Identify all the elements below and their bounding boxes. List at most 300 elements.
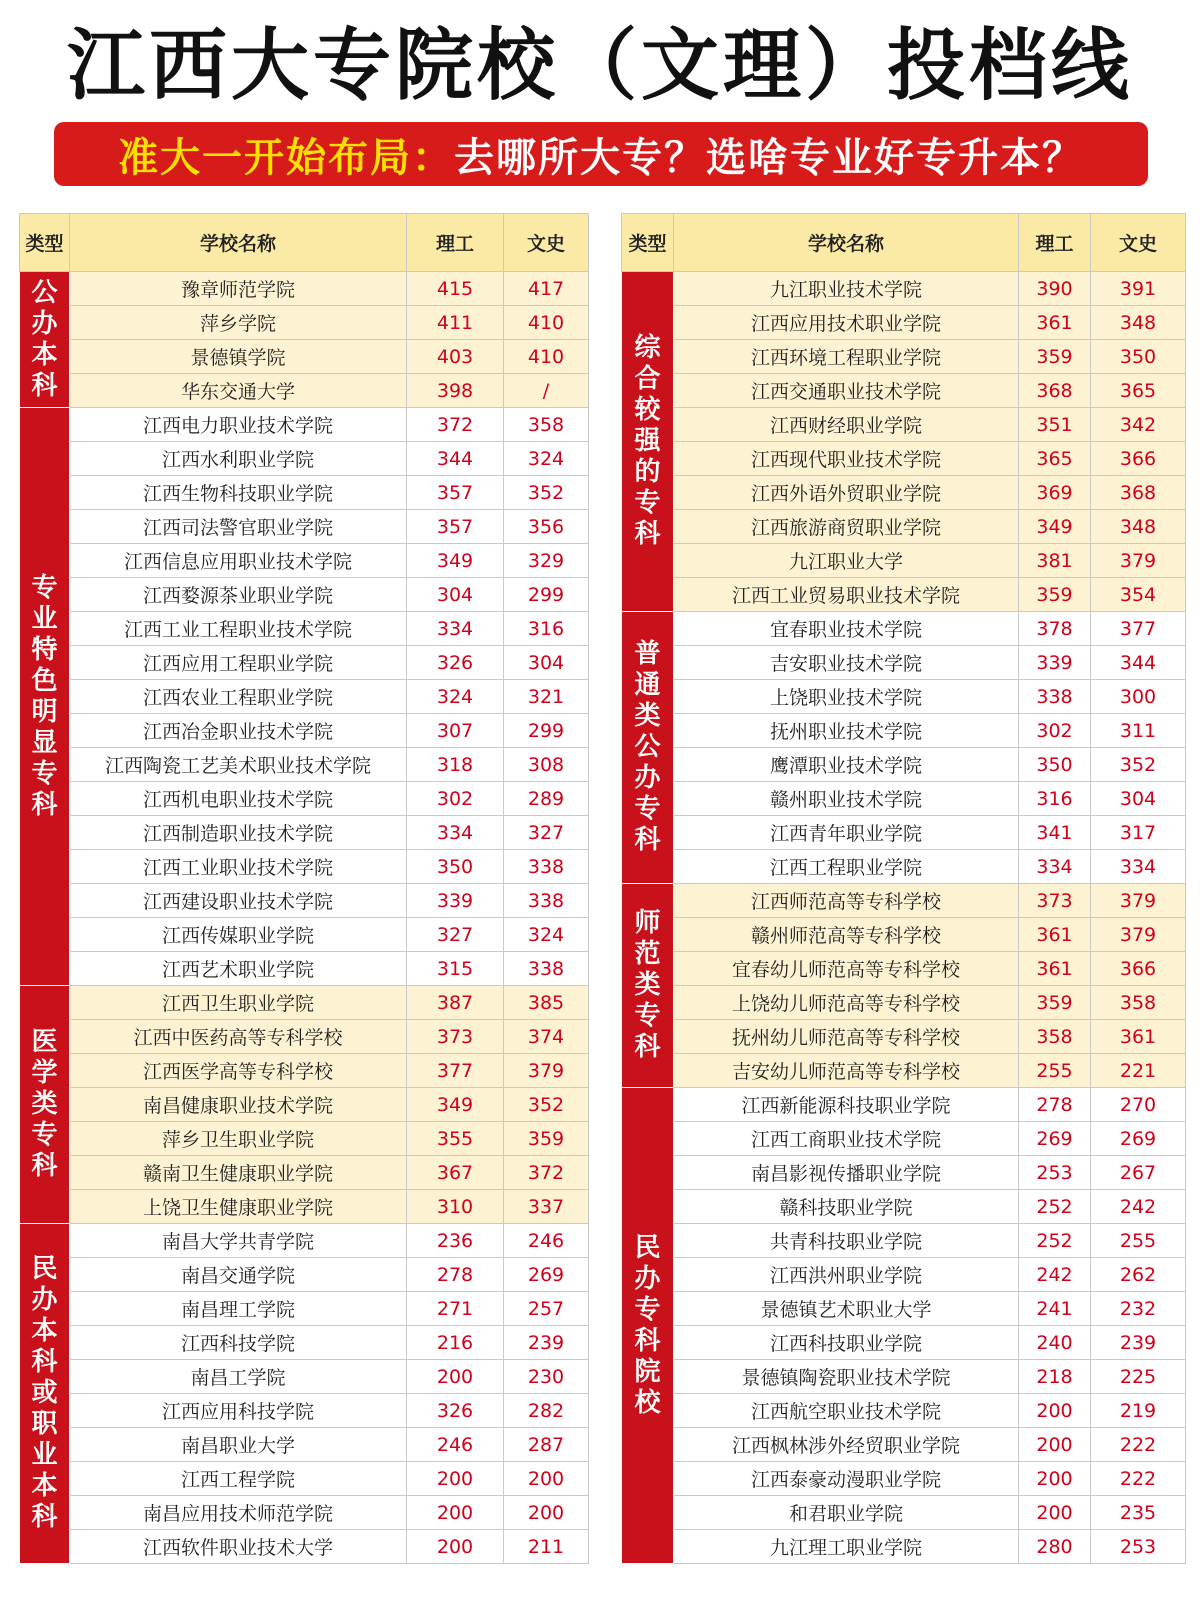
arts-score: 230: [504, 1360, 589, 1394]
table-row: [622, 1122, 1186, 1156]
school-name: 江西旅游商贸职业学院: [674, 510, 1019, 544]
table-row: [20, 442, 589, 476]
science-score: 278: [407, 1258, 504, 1292]
science-score: 315: [407, 952, 504, 986]
school-name: 南昌职业大学: [70, 1428, 407, 1462]
arts-score: 253: [1091, 1530, 1186, 1564]
school-name: 赣州师范高等专科学校: [674, 918, 1019, 952]
school-name: 江西外语外贸职业学院: [674, 476, 1019, 510]
table-row: [622, 1394, 1186, 1428]
table-row: [622, 1360, 1186, 1394]
arts-score: 287: [504, 1428, 589, 1462]
table-row: [20, 1394, 589, 1428]
arts-score: 379: [504, 1054, 589, 1088]
table-row: [20, 1224, 589, 1258]
science-score: 216: [407, 1326, 504, 1360]
school-name: 江西婺源茶业职业学院: [70, 578, 407, 612]
science-score: 255: [1019, 1054, 1091, 1088]
school-name: 南昌交通学院: [70, 1258, 407, 1292]
school-name: 赣州职业技术学院: [674, 782, 1019, 816]
table-row: [20, 680, 589, 714]
school-name: 江西工程学院: [70, 1462, 407, 1496]
table-row: [20, 1496, 589, 1530]
science-score: 236: [407, 1224, 504, 1258]
science-score: 373: [1019, 884, 1091, 918]
science-score: 355: [407, 1122, 504, 1156]
science-score: 200: [1019, 1428, 1091, 1462]
arts-score: 211: [504, 1530, 589, 1564]
table-row: [20, 952, 589, 986]
table-row: [622, 646, 1186, 680]
science-score: 390: [1019, 272, 1091, 306]
arts-score: 377: [1091, 612, 1186, 646]
school-name: 江西陶瓷工艺美术职业技术学院: [70, 748, 407, 782]
table-row: [20, 1258, 589, 1292]
arts-score: /: [504, 374, 589, 408]
table-row: [622, 612, 1186, 646]
arts-score: 257: [504, 1292, 589, 1326]
table-row: [622, 1530, 1186, 1564]
arts-score: 304: [1091, 782, 1186, 816]
science-score: 403: [407, 340, 504, 374]
page-title: 江西大专院校（文理）投档线: [66, 21, 1133, 111]
left-score-table: [19, 213, 589, 1564]
science-score: 358: [1019, 1020, 1091, 1054]
school-name: 江西水利职业学院: [70, 442, 407, 476]
school-name: 上饶职业技术学院: [674, 680, 1019, 714]
header-science: 理工: [1019, 214, 1091, 272]
science-score: 359: [1019, 578, 1091, 612]
category-label: [622, 1088, 674, 1564]
table-row: [20, 1326, 589, 1360]
arts-score: 317: [1091, 816, 1186, 850]
science-score: 334: [1019, 850, 1091, 884]
arts-score: 219: [1091, 1394, 1186, 1428]
subtitle-highlight: 准大一开始布局：: [118, 134, 454, 181]
arts-score: 352: [504, 476, 589, 510]
science-score: 338: [1019, 680, 1091, 714]
table-row: [20, 544, 589, 578]
science-score: 368: [1019, 374, 1091, 408]
table-row: [622, 714, 1186, 748]
school-name: 江西医学高等专科学校: [70, 1054, 407, 1088]
science-score: 357: [407, 476, 504, 510]
science-score: 200: [407, 1496, 504, 1530]
table-row: [20, 306, 589, 340]
table-row: [20, 884, 589, 918]
arts-score: 410: [504, 340, 589, 374]
arts-score: 235: [1091, 1496, 1186, 1530]
arts-score: 239: [504, 1326, 589, 1360]
school-name: 宜春职业技术学院: [674, 612, 1019, 646]
school-name: 江西艺术职业学院: [70, 952, 407, 986]
science-score: 318: [407, 748, 504, 782]
category-text: 专业特色明显专科: [31, 572, 58, 820]
table-row: [622, 952, 1186, 986]
table-row: [622, 1156, 1186, 1190]
arts-score: 329: [504, 544, 589, 578]
table-row: [20, 918, 589, 952]
table-row: [622, 272, 1186, 306]
school-name: 抚州幼儿师范高等专科学校: [674, 1020, 1019, 1054]
science-score: 359: [1019, 340, 1091, 374]
science-score: 415: [407, 272, 504, 306]
school-name: 江西工程职业学院: [674, 850, 1019, 884]
school-name: 江西生物科技职业学院: [70, 476, 407, 510]
arts-score: 358: [504, 408, 589, 442]
arts-score: 417: [504, 272, 589, 306]
school-name: 九江职业大学: [674, 544, 1019, 578]
arts-score: 344: [1091, 646, 1186, 680]
science-score: 200: [1019, 1462, 1091, 1496]
science-score: 339: [407, 884, 504, 918]
table-row: [622, 748, 1186, 782]
subtitle-banner: [54, 122, 1148, 186]
arts-score: 200: [504, 1496, 589, 1530]
arts-score: 299: [504, 714, 589, 748]
school-name: 江西航空职业技术学院: [674, 1394, 1019, 1428]
arts-score: 338: [504, 884, 589, 918]
arts-score: 289: [504, 782, 589, 816]
science-score: 218: [1019, 1360, 1091, 1394]
school-name: 江西洪州职业学院: [674, 1258, 1019, 1292]
school-name: 江西泰豪动漫职业学院: [674, 1462, 1019, 1496]
table-row: [20, 510, 589, 544]
table-row: [622, 1224, 1186, 1258]
science-score: 357: [407, 510, 504, 544]
school-name: 江西建设职业技术学院: [70, 884, 407, 918]
science-score: 316: [1019, 782, 1091, 816]
school-name: 共青科技职业学院: [674, 1224, 1019, 1258]
school-name: 江西交通职业技术学院: [674, 374, 1019, 408]
arts-score: 225: [1091, 1360, 1186, 1394]
arts-score: 200: [504, 1462, 589, 1496]
school-name: 江西环境工程职业学院: [674, 340, 1019, 374]
table-row: [622, 782, 1186, 816]
table-row: [622, 850, 1186, 884]
category-text: 医学类专科: [31, 1027, 58, 1181]
school-name: 江西传媒职业学院: [70, 918, 407, 952]
arts-score: 350: [1091, 340, 1186, 374]
table-row: [20, 340, 589, 374]
category-label: [20, 272, 70, 408]
arts-score: 311: [1091, 714, 1186, 748]
arts-score: 304: [504, 646, 589, 680]
science-score: 302: [407, 782, 504, 816]
arts-score: 379: [1091, 918, 1186, 952]
category-text: 公办本科: [31, 277, 58, 401]
category-label: [20, 986, 70, 1224]
category-label: [622, 612, 674, 884]
school-name: 上饶幼儿师范高等专科学校: [674, 986, 1019, 1020]
school-name: 江西应用工程职业学院: [70, 646, 407, 680]
science-score: 339: [1019, 646, 1091, 680]
arts-score: 379: [1091, 544, 1186, 578]
category-label: [622, 884, 674, 1088]
school-name: 江西中医药高等专科学校: [70, 1020, 407, 1054]
table-row: [622, 680, 1186, 714]
arts-score: 239: [1091, 1326, 1186, 1360]
arts-score: 324: [504, 918, 589, 952]
science-score: 326: [407, 1394, 504, 1428]
table-row: [622, 1088, 1186, 1122]
arts-score: 337: [504, 1190, 589, 1224]
school-name: 景德镇陶瓷职业技术学院: [674, 1360, 1019, 1394]
school-name: 豫章师范学院: [70, 272, 407, 306]
school-name: 上饶卫生健康职业学院: [70, 1190, 407, 1224]
school-name: 鹰潭职业技术学院: [674, 748, 1019, 782]
school-name: 江西司法警官职业学院: [70, 510, 407, 544]
arts-score: 270: [1091, 1088, 1186, 1122]
arts-score: 342: [1091, 408, 1186, 442]
science-score: 200: [407, 1462, 504, 1496]
school-name: 景德镇艺术职业大学: [674, 1292, 1019, 1326]
arts-score: 374: [504, 1020, 589, 1054]
arts-score: 366: [1091, 952, 1186, 986]
arts-score: 365: [1091, 374, 1186, 408]
science-score: 324: [407, 680, 504, 714]
school-name: 江西师范高等专科学校: [674, 884, 1019, 918]
school-name: 南昌理工学院: [70, 1292, 407, 1326]
science-score: 359: [1019, 986, 1091, 1020]
school-name: 景德镇学院: [70, 340, 407, 374]
science-score: 252: [1019, 1224, 1091, 1258]
category-label: [622, 272, 674, 612]
table-header-row: [20, 214, 589, 272]
school-name: 南昌大学共青学院: [70, 1224, 407, 1258]
table-row: [20, 578, 589, 612]
table-header-row: [622, 214, 1186, 272]
science-score: 381: [1019, 544, 1091, 578]
science-score: 349: [407, 544, 504, 578]
school-name: 萍乡卫生职业学院: [70, 1122, 407, 1156]
table-row: [20, 612, 589, 646]
category-text: 民办专科院校: [634, 1232, 661, 1418]
table-row: [622, 306, 1186, 340]
arts-score: 361: [1091, 1020, 1186, 1054]
arts-score: 269: [1091, 1122, 1186, 1156]
school-name: 南昌健康职业技术学院: [70, 1088, 407, 1122]
left-table-body: [20, 272, 589, 1564]
school-name: 江西机电职业技术学院: [70, 782, 407, 816]
school-name: 江西制造职业技术学院: [70, 816, 407, 850]
school-name: 江西科技职业学院: [674, 1326, 1019, 1360]
arts-score: 221: [1091, 1054, 1186, 1088]
science-score: 334: [407, 612, 504, 646]
arts-score: 222: [1091, 1428, 1186, 1462]
science-score: 350: [1019, 748, 1091, 782]
category-label: [20, 408, 70, 986]
arts-score: 269: [504, 1258, 589, 1292]
arts-score: 385: [504, 986, 589, 1020]
school-name: 江西工业工程职业技术学院: [70, 612, 407, 646]
science-score: 369: [1019, 476, 1091, 510]
table-row: [20, 986, 589, 1020]
table-row: [622, 1054, 1186, 1088]
table-row: [622, 816, 1186, 850]
science-score: 253: [1019, 1156, 1091, 1190]
science-score: 341: [1019, 816, 1091, 850]
arts-score: 262: [1091, 1258, 1186, 1292]
arts-score: 359: [504, 1122, 589, 1156]
table-row: [20, 1462, 589, 1496]
arts-score: 282: [504, 1394, 589, 1428]
school-name: 南昌工学院: [70, 1360, 407, 1394]
table-row: [20, 1292, 589, 1326]
header-arts: 文史: [1091, 214, 1186, 272]
table-row: [622, 986, 1186, 1020]
table-row: [20, 816, 589, 850]
table-row: [622, 510, 1186, 544]
table-row: [20, 374, 589, 408]
science-score: 387: [407, 986, 504, 1020]
school-name: 赣南卫生健康职业学院: [70, 1156, 407, 1190]
table-row: [20, 1190, 589, 1224]
science-score: 278: [1019, 1088, 1091, 1122]
school-name: 江西青年职业学院: [674, 816, 1019, 850]
arts-score: 348: [1091, 306, 1186, 340]
science-score: 349: [1019, 510, 1091, 544]
science-score: 373: [407, 1020, 504, 1054]
science-score: 334: [407, 816, 504, 850]
school-name: 赣科技职业学院: [674, 1190, 1019, 1224]
school-name: 江西卫生职业学院: [70, 986, 407, 1020]
arts-score: 372: [504, 1156, 589, 1190]
school-name: 南昌影视传播职业学院: [674, 1156, 1019, 1190]
science-score: 372: [407, 408, 504, 442]
table-row: [622, 544, 1186, 578]
science-score: 367: [407, 1156, 504, 1190]
arts-score: 338: [504, 952, 589, 986]
table-row: [622, 476, 1186, 510]
arts-score: 267: [1091, 1156, 1186, 1190]
arts-score: 255: [1091, 1224, 1186, 1258]
science-score: 411: [407, 306, 504, 340]
category-text: 民办本科或职业本科: [31, 1254, 58, 1532]
subtitle-text: 去哪所大专？选啥专业好专升本？: [454, 134, 1084, 181]
arts-score: 338: [504, 850, 589, 884]
header-school: 学校名称: [70, 214, 407, 272]
science-score: 350: [407, 850, 504, 884]
school-name: 吉安职业技术学院: [674, 646, 1019, 680]
school-name: 江西冶金职业技术学院: [70, 714, 407, 748]
school-name: 江西软件职业技术大学: [70, 1530, 407, 1564]
table-row: [622, 408, 1186, 442]
science-score: 271: [407, 1292, 504, 1326]
category-text: 普通类公办专科: [634, 639, 661, 855]
table-row: [622, 884, 1186, 918]
school-name: 华东交通大学: [70, 374, 407, 408]
arts-score: 299: [504, 578, 589, 612]
arts-score: 327: [504, 816, 589, 850]
table-row: [622, 1292, 1186, 1326]
table-row: [20, 646, 589, 680]
school-name: 江西工商职业技术学院: [674, 1122, 1019, 1156]
arts-score: 246: [504, 1224, 589, 1258]
school-name: 江西电力职业技术学院: [70, 408, 407, 442]
header-science: 理工: [407, 214, 504, 272]
school-name: 江西现代职业技术学院: [674, 442, 1019, 476]
school-name: 江西应用技术职业学院: [674, 306, 1019, 340]
right-table-body: [622, 272, 1186, 1564]
table-row: [622, 1190, 1186, 1224]
table-row: [20, 850, 589, 884]
school-name: 江西工业职业技术学院: [70, 850, 407, 884]
arts-score: 324: [504, 442, 589, 476]
science-score: 361: [1019, 918, 1091, 952]
arts-score: 242: [1091, 1190, 1186, 1224]
arts-score: 352: [1091, 748, 1186, 782]
table-row: [20, 714, 589, 748]
school-name: 江西财经职业学院: [674, 408, 1019, 442]
table-row: [622, 1496, 1186, 1530]
table-row: [622, 1258, 1186, 1292]
table-row: [20, 782, 589, 816]
science-score: 252: [1019, 1190, 1091, 1224]
arts-score: 391: [1091, 272, 1186, 306]
right-score-table: [621, 213, 1186, 1564]
school-name: 江西信息应用职业技术学院: [70, 544, 407, 578]
table-row: [20, 1122, 589, 1156]
header-type: 类型: [20, 214, 70, 272]
arts-score: 334: [1091, 850, 1186, 884]
header-school: 学校名称: [674, 214, 1019, 272]
arts-score: 316: [504, 612, 589, 646]
school-name: 南昌应用技术师范学院: [70, 1496, 407, 1530]
science-score: 302: [1019, 714, 1091, 748]
arts-score: 356: [504, 510, 589, 544]
table-row: [622, 442, 1186, 476]
school-name: 宜春幼儿师范高等专科学校: [674, 952, 1019, 986]
science-score: 327: [407, 918, 504, 952]
science-score: 200: [407, 1360, 504, 1394]
school-name: 九江职业技术学院: [674, 272, 1019, 306]
school-name: 抚州职业技术学院: [674, 714, 1019, 748]
science-score: 246: [407, 1428, 504, 1462]
science-score: 349: [407, 1088, 504, 1122]
school-name: 江西应用科技学院: [70, 1394, 407, 1428]
science-score: 351: [1019, 408, 1091, 442]
arts-score: 348: [1091, 510, 1186, 544]
table-row: [20, 272, 589, 306]
science-score: 307: [407, 714, 504, 748]
arts-score: 368: [1091, 476, 1186, 510]
header-type: 类型: [622, 214, 674, 272]
science-score: 378: [1019, 612, 1091, 646]
table-row: [622, 374, 1186, 408]
science-score: 326: [407, 646, 504, 680]
table-row: [622, 340, 1186, 374]
table-row: [20, 1054, 589, 1088]
science-score: 377: [407, 1054, 504, 1088]
school-name: 萍乡学院: [70, 306, 407, 340]
table-row: [622, 1020, 1186, 1054]
category-text: 师范类专科: [634, 908, 661, 1062]
science-score: 200: [1019, 1394, 1091, 1428]
school-name: 和君职业学院: [674, 1496, 1019, 1530]
school-name: 江西农业工程职业学院: [70, 680, 407, 714]
science-score: 242: [1019, 1258, 1091, 1292]
science-score: 304: [407, 578, 504, 612]
science-score: 361: [1019, 306, 1091, 340]
arts-score: 366: [1091, 442, 1186, 476]
science-score: 241: [1019, 1292, 1091, 1326]
category-text: 综合较强的专科: [634, 333, 661, 549]
arts-score: 379: [1091, 884, 1186, 918]
science-score: 269: [1019, 1122, 1091, 1156]
table-row: [622, 578, 1186, 612]
science-score: 365: [1019, 442, 1091, 476]
